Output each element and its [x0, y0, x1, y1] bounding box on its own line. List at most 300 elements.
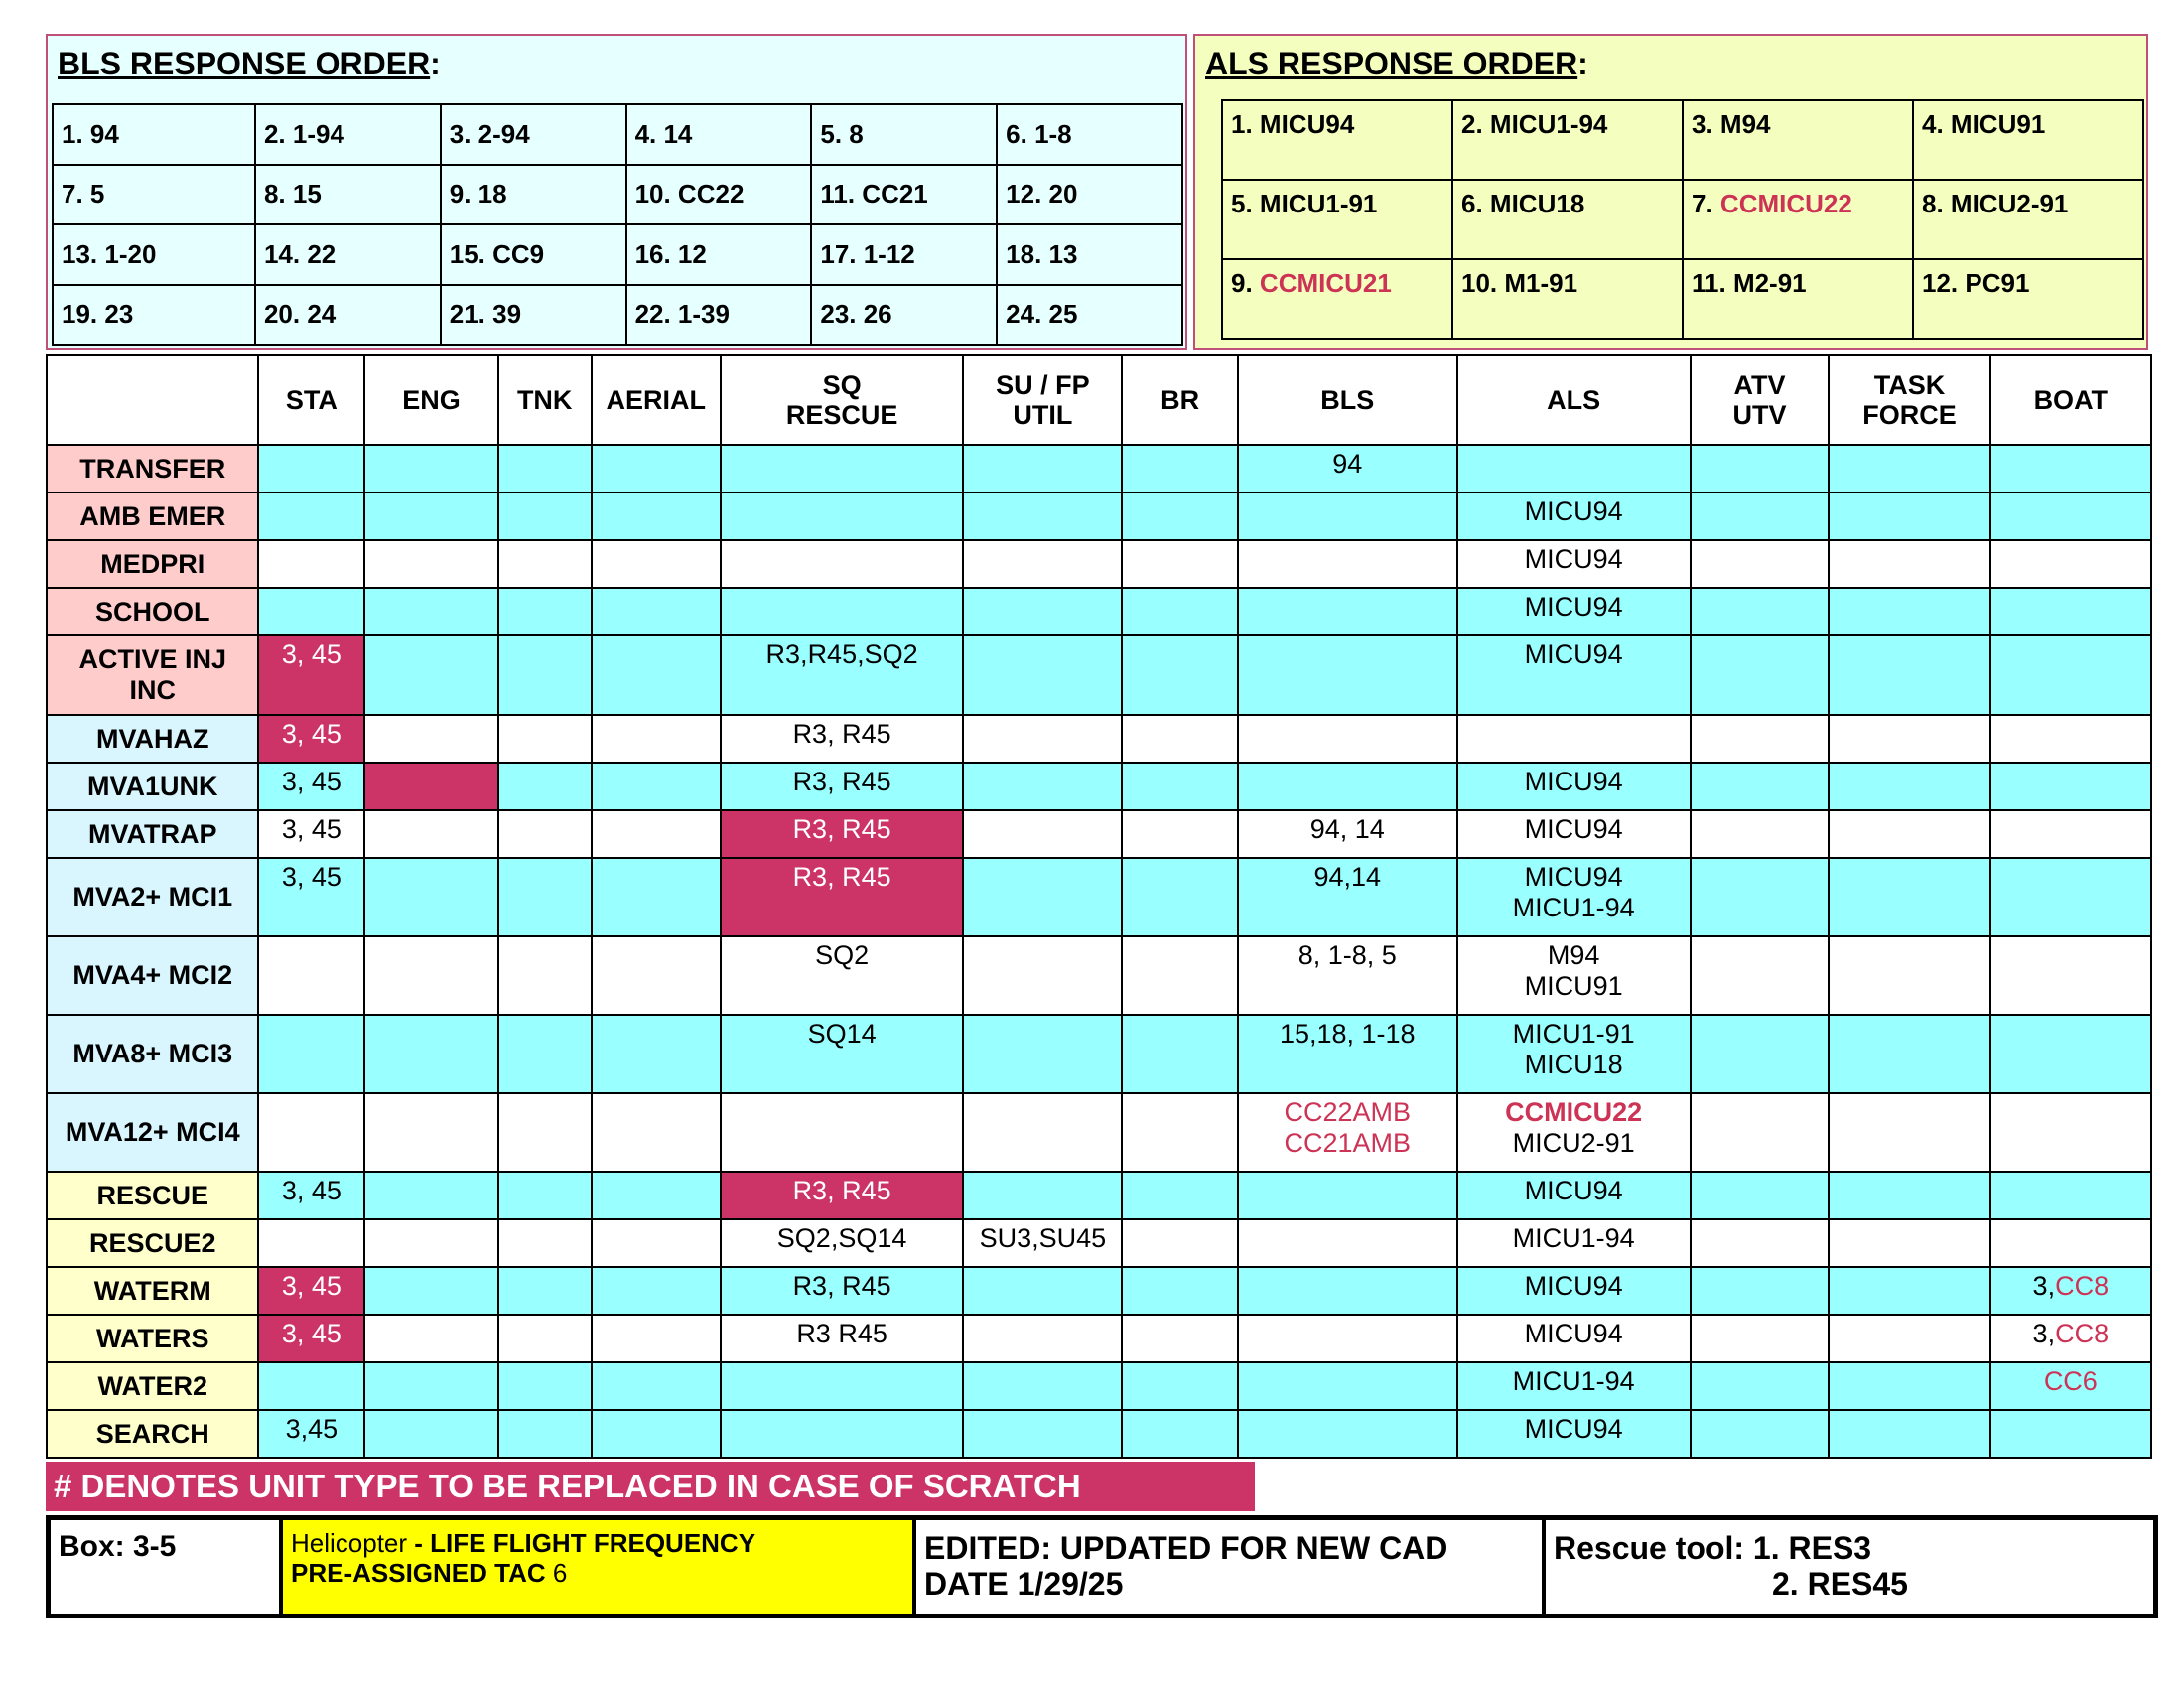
matrix-cell: [1691, 858, 1830, 936]
als-order-item: [1452, 100, 1683, 180]
incident-type-label: MVATRAP: [47, 810, 258, 858]
matrix-cell: 3, 45: [258, 1172, 364, 1219]
column-header: ALS: [1457, 355, 1691, 445]
als-order-unit: MICU2-91: [1950, 189, 2069, 218]
matrix-cell: [1990, 1267, 2151, 1315]
matrix-cell: MICU94: [1457, 1267, 1691, 1315]
als-order-number: 6.: [1461, 189, 1490, 218]
matrix-cell: [721, 445, 963, 492]
incident-type-label: MVA2+ MCI1: [47, 858, 258, 936]
matrix-cell: [498, 810, 592, 858]
als-order-number: 1.: [1231, 109, 1260, 139]
matrix-row: [47, 1172, 2151, 1219]
matrix-cell: MICU94: [1457, 1410, 1691, 1458]
matrix-row: [47, 1015, 2151, 1093]
heli-label: Helicopter: [291, 1528, 408, 1558]
matrix-cell: [1691, 936, 1830, 1015]
matrix-cell: [1829, 1093, 1989, 1172]
als-order-row: [1222, 180, 2143, 259]
matrix-cell: [1829, 445, 1989, 492]
matrix-cell: [1990, 858, 2151, 936]
matrix-cell: [1122, 1410, 1237, 1458]
matrix-cell: [963, 1362, 1122, 1410]
als-order-number: 3.: [1692, 109, 1720, 139]
matrix-cell: [1990, 1362, 2151, 1410]
matrix-cell: [258, 1362, 364, 1410]
bls-order-row: [53, 104, 1182, 165]
als-order-item: [1222, 259, 1452, 339]
bls-order-item: 5. 8: [811, 104, 997, 165]
matrix-cell: [1238, 1172, 1457, 1219]
matrix-cell: [258, 588, 364, 635]
matrix-cell: R3, R45: [721, 715, 963, 763]
matrix-cell: [1122, 588, 1237, 635]
bls-unit: CC21AMB: [1284, 1128, 1412, 1158]
matrix-cell: [1691, 1362, 1830, 1410]
als-order-item: [1452, 180, 1683, 259]
matrix-cell: [963, 858, 1122, 936]
matrix-cell: [1829, 715, 1989, 763]
matrix-cell: [364, 445, 498, 492]
rescue-tool-info: [1546, 1520, 2153, 1614]
bls-order-item: 6. 1-8: [997, 104, 1182, 165]
matrix-cell: [1122, 763, 1237, 810]
matrix-row: [47, 936, 2151, 1015]
matrix-cell: [1122, 1172, 1237, 1219]
matrix-cell: [364, 492, 498, 540]
als-order-number: 10.: [1461, 268, 1505, 298]
matrix-cell: [1238, 715, 1457, 763]
matrix-cell: [1122, 858, 1237, 936]
matrix-cell: MICU94: [1457, 1172, 1691, 1219]
bls-order-item: 20. 24: [255, 285, 441, 346]
matrix-cell: [1122, 1093, 1237, 1172]
matrix-cell: [498, 1362, 592, 1410]
matrix-cell: R3, R45: [721, 858, 963, 936]
matrix-cell: MICU94: [1457, 810, 1691, 858]
matrix-cell: 8, 1-8, 5: [1238, 936, 1457, 1015]
bls-order-grid: [52, 103, 1183, 346]
matrix-cell: [1829, 936, 1989, 1015]
matrix-cell: [1122, 540, 1237, 588]
matrix-cell: [1691, 1267, 1830, 1315]
bls-order-item: 15. CC9: [441, 224, 626, 285]
incident-type-label: MVA4+ MCI2: [47, 936, 258, 1015]
bls-order-item: 3. 2-94: [441, 104, 626, 165]
heli-tac-number: 6: [545, 1558, 568, 1588]
matrix-cell: [364, 858, 498, 936]
matrix-cell: [498, 1172, 592, 1219]
als-order-title: ALS RESPONSE ORDER:: [1205, 46, 1588, 81]
matrix-row: [47, 635, 2151, 715]
als-order-number: 11.: [1692, 268, 1733, 298]
column-header: SU / FP UTIL: [963, 355, 1122, 445]
matrix-row: [47, 588, 2151, 635]
matrix-cell: [364, 1410, 498, 1458]
matrix-cell: [592, 858, 721, 936]
als-order-unit: MICU94: [1259, 109, 1355, 139]
matrix-cell: [1238, 1410, 1457, 1458]
matrix-cell: [592, 1093, 721, 1172]
matrix-row: [47, 1267, 2151, 1315]
matrix-cell: [1238, 1267, 1457, 1315]
als-order-number: 2.: [1461, 109, 1490, 139]
matrix-cell: [364, 810, 498, 858]
matrix-cell: [1122, 715, 1237, 763]
scratch-note-banner: # DENOTES UNIT TYPE TO BE REPLACED IN CASE OF SCRATCH: [46, 1462, 1255, 1511]
matrix-cell: [963, 715, 1122, 763]
matrix-cell: SU3,SU45: [963, 1219, 1122, 1267]
matrix-cell: 3, 45: [258, 763, 364, 810]
matrix-cell: MICU1-91 MICU18: [1457, 1015, 1691, 1093]
bls-order-item: 16. 12: [626, 224, 812, 285]
matrix-cell: [963, 1315, 1122, 1362]
boat-unit: CC8: [2055, 1271, 2110, 1301]
matrix-cell: [258, 1219, 364, 1267]
als-response-order-panel: [1193, 34, 2148, 350]
column-header: STA: [258, 355, 364, 445]
incident-type-label: MVA1UNK: [47, 763, 258, 810]
bls-order-item: 17. 1-12: [811, 224, 997, 285]
matrix-cell: [498, 1410, 592, 1458]
matrix-cell: [1691, 445, 1830, 492]
matrix-row: [47, 540, 2151, 588]
bls-response-order-panel: [46, 34, 1187, 350]
matrix-row: [47, 1219, 2151, 1267]
matrix-row: [47, 715, 2151, 763]
matrix-cell: [1122, 1267, 1237, 1315]
matrix-cell: [1829, 1362, 1989, 1410]
column-header: BR: [1122, 355, 1237, 445]
matrix-cell: [1691, 763, 1830, 810]
matrix-row: [47, 810, 2151, 858]
matrix-cell: [364, 588, 498, 635]
matrix-cell: 94, 14: [1238, 810, 1457, 858]
bls-order-item: 19. 23: [53, 285, 255, 346]
matrix-cell: [498, 715, 592, 763]
matrix-cell: [1691, 715, 1830, 763]
edit-date: DATE 1/29/25: [924, 1566, 1124, 1602]
edit-note-line: EDITED: UPDATED FOR NEW CAD: [924, 1530, 1448, 1566]
column-header: TASK FORCE: [1829, 355, 1989, 445]
matrix-cell: R3, R45: [721, 1172, 963, 1219]
matrix-cell: 3, 45: [258, 715, 364, 763]
incident-type-label: MVAHAZ: [47, 715, 258, 763]
als-unit: MICU2-91: [1512, 1128, 1635, 1158]
incident-type-label: SCHOOL: [47, 588, 258, 635]
column-header: ENG: [364, 355, 498, 445]
matrix-cell: MICU1-94: [1457, 1362, 1691, 1410]
als-order-unit: M2-91: [1732, 268, 1807, 298]
als-order-number: 5.: [1231, 189, 1260, 218]
matrix-cell: [592, 1172, 721, 1219]
matrix-cell: MICU94: [1457, 763, 1691, 810]
als-order-number: 12.: [1922, 268, 1966, 298]
matrix-cell: [498, 1315, 592, 1362]
matrix-cell: [592, 1267, 721, 1315]
matrix-cell: [258, 1015, 364, 1093]
bls-order-row: [53, 165, 1182, 225]
matrix-cell: [258, 445, 364, 492]
matrix-cell: SQ2: [721, 936, 963, 1015]
matrix-cell: [1990, 492, 2151, 540]
incident-type-label: MEDPRI: [47, 540, 258, 588]
matrix-cell: [1691, 540, 1830, 588]
matrix-cell: MICU94: [1457, 588, 1691, 635]
bls-order-item: 18. 13: [997, 224, 1182, 285]
matrix-cell: [1238, 763, 1457, 810]
matrix-cell: [498, 492, 592, 540]
matrix-cell: [963, 1267, 1122, 1315]
footer-info-bar: [46, 1515, 2158, 1618]
matrix-cell: [1990, 715, 2151, 763]
incident-type-label: RESCUE2: [47, 1219, 258, 1267]
column-header: AERIAL: [592, 355, 721, 445]
boat-station: 3,: [2032, 1319, 2056, 1348]
als-order-row: [1222, 259, 2143, 339]
matrix-cell: [1238, 588, 1457, 635]
incident-type-label: MVA8+ MCI3: [47, 1015, 258, 1093]
matrix-cell: [1691, 1315, 1830, 1362]
matrix-cell: [592, 1410, 721, 1458]
bls-order-item: 21. 39: [441, 285, 626, 346]
bls-order-item: 9. 18: [441, 165, 626, 225]
matrix-cell: [1990, 810, 2151, 858]
boat-unit: CC8: [2055, 1319, 2110, 1348]
matrix-cell: [1122, 810, 1237, 858]
matrix-cell: 3, 45: [258, 858, 364, 936]
bls-order-item: 12. 20: [997, 165, 1182, 225]
matrix-cell: [1990, 1093, 2151, 1172]
matrix-cell: [1829, 810, 1989, 858]
matrix-cell: [963, 810, 1122, 858]
bls-order-item: 23. 26: [811, 285, 997, 346]
matrix-cell: [1691, 1172, 1830, 1219]
matrix-cell: [498, 588, 592, 635]
matrix-cell: [1829, 858, 1989, 936]
matrix-cell: [721, 1362, 963, 1410]
matrix-cell: [498, 635, 592, 715]
bls-order-item: 1. 94: [53, 104, 255, 165]
matrix-cell: 3, 45: [258, 810, 364, 858]
matrix-row: [47, 492, 2151, 540]
matrix-cell: [1691, 492, 1830, 540]
matrix-cell: [1691, 1093, 1830, 1172]
matrix-cell: [1829, 1219, 1989, 1267]
matrix-cell: [1238, 540, 1457, 588]
matrix-cell: [1122, 1315, 1237, 1362]
matrix-cell: [1990, 1315, 2151, 1362]
matrix-cell: [364, 763, 498, 810]
matrix-cell: [963, 1410, 1122, 1458]
bls-order-item: 24. 25: [997, 285, 1182, 346]
matrix-cell: [963, 1093, 1122, 1172]
matrix-cell: [1829, 1410, 1989, 1458]
matrix-cell: SQ14: [721, 1015, 963, 1093]
matrix-cell: [498, 1267, 592, 1315]
matrix-cell: [721, 588, 963, 635]
matrix-cell: MICU94: [1457, 1315, 1691, 1362]
matrix-cell: [1122, 1219, 1237, 1267]
matrix-cell: [498, 936, 592, 1015]
als-order-item: [1683, 180, 1913, 259]
matrix-cell: [1457, 1093, 1691, 1172]
matrix-cell: [1691, 588, 1830, 635]
als-order-item: [1683, 259, 1913, 339]
matrix-cell: [721, 1410, 963, 1458]
als-order-item: [1683, 100, 1913, 180]
matrix-cell: [498, 763, 592, 810]
matrix-cell: [592, 715, 721, 763]
incident-type-label: WATERM: [47, 1267, 258, 1315]
als-order-number: 9.: [1231, 268, 1260, 298]
matrix-cell: [1691, 1219, 1830, 1267]
matrix-cell: [1691, 1015, 1830, 1093]
bls-order-item: 10. CC22: [626, 165, 812, 225]
als-order-item: [1913, 100, 2143, 180]
als-order-unit: MICU91: [1950, 109, 2046, 139]
incident-type-label: AMB EMER: [47, 492, 258, 540]
column-header: BOAT: [1990, 355, 2151, 445]
matrix-cell: [364, 1015, 498, 1093]
bls-unit: CC22AMB: [1284, 1097, 1412, 1127]
matrix-cell: [1990, 1015, 2151, 1093]
matrix-cell: [498, 1015, 592, 1093]
matrix-cell: [721, 1093, 963, 1172]
matrix-cell: [592, 1219, 721, 1267]
matrix-cell: [1990, 1410, 2151, 1458]
matrix-cell: SQ2,SQ14: [721, 1219, 963, 1267]
matrix-cell: [592, 635, 721, 715]
matrix-cell: [592, 1015, 721, 1093]
matrix-cell: [963, 588, 1122, 635]
response-matrix: [46, 354, 2152, 1459]
als-order-row: [1222, 100, 2143, 180]
als-order-item: [1222, 100, 1452, 180]
column-header: SQ RESCUE: [721, 355, 963, 445]
matrix-cell: [1238, 1315, 1457, 1362]
matrix-cell: [1691, 635, 1830, 715]
matrix-cell: [1990, 763, 2151, 810]
matrix-cell: [1122, 492, 1237, 540]
matrix-cell: 3, 45: [258, 1267, 364, 1315]
als-order-unit: CCMICU22: [1719, 189, 1852, 218]
matrix-cell: [1829, 540, 1989, 588]
matrix-cell: [1829, 1172, 1989, 1219]
als-order-unit: MICU1-94: [1489, 109, 1608, 139]
matrix-cell: [364, 1315, 498, 1362]
matrix-cell: [258, 540, 364, 588]
matrix-row: [47, 1093, 2151, 1172]
column-header: ATV UTV: [1691, 355, 1830, 445]
matrix-cell: [1829, 492, 1989, 540]
matrix-cell: R3,R45,SQ2: [721, 635, 963, 715]
als-order-number: 4.: [1922, 109, 1951, 139]
als-unit: CCMICU22: [1505, 1097, 1643, 1127]
incident-type-label: WATERS: [47, 1315, 258, 1362]
matrix-cell: 3, 45: [258, 1315, 364, 1362]
matrix-row: [47, 1315, 2151, 1362]
matrix-row: [47, 445, 2151, 492]
matrix-cell: [1122, 445, 1237, 492]
matrix-cell: [1829, 588, 1989, 635]
matrix-cell: [1457, 445, 1691, 492]
als-order-unit: PC91: [1965, 268, 2030, 298]
matrix-cell: [592, 1315, 721, 1362]
matrix-cell: [1238, 635, 1457, 715]
matrix-cell: [963, 936, 1122, 1015]
column-header: BLS: [1238, 355, 1457, 445]
bls-order-item: 11. CC21: [811, 165, 997, 225]
bls-order-item: 13. 1-20: [53, 224, 255, 285]
matrix-cell: [1238, 492, 1457, 540]
matrix-cell: [364, 635, 498, 715]
als-order-item: [1222, 180, 1452, 259]
matrix-cell: 94: [1238, 445, 1457, 492]
matrix-cell: [963, 763, 1122, 810]
matrix-cell: 3, 45: [258, 635, 364, 715]
matrix-cell: R3, R45: [721, 810, 963, 858]
als-order-number: 8.: [1922, 189, 1951, 218]
incident-type-label: WATER2: [47, 1362, 258, 1410]
edit-note: [916, 1520, 1546, 1614]
matrix-cell: [1990, 936, 2151, 1015]
matrix-cell: [1829, 1315, 1989, 1362]
bls-order-item: 22. 1-39: [626, 285, 812, 346]
bls-order-title: BLS RESPONSE ORDER:: [58, 46, 441, 81]
matrix-cell: [592, 763, 721, 810]
matrix-cell: [364, 540, 498, 588]
matrix-row: [47, 1410, 2151, 1458]
matrix-cell: [592, 540, 721, 588]
bls-order-row: [53, 224, 1182, 285]
matrix-cell: [1829, 763, 1989, 810]
matrix-header-row: [47, 355, 2151, 445]
matrix-cell: R3, R45: [721, 763, 963, 810]
matrix-cell: [498, 1093, 592, 1172]
matrix-cell: [1990, 445, 2151, 492]
matrix-cell: [1238, 1093, 1457, 1172]
matrix-cell: [1990, 588, 2151, 635]
matrix-cell: [1990, 540, 2151, 588]
bls-order-item: 8. 15: [255, 165, 441, 225]
matrix-cell: [364, 1267, 498, 1315]
matrix-cell: [364, 1362, 498, 1410]
als-order-grid: [1221, 99, 2144, 340]
matrix-cell: [364, 936, 498, 1015]
matrix-cell: [1691, 1410, 1830, 1458]
matrix-cell: [721, 492, 963, 540]
matrix-cell: [258, 936, 364, 1015]
matrix-row: [47, 858, 2151, 936]
matrix-cell: [258, 492, 364, 540]
matrix-cell: [258, 1093, 364, 1172]
matrix-cell: [1829, 1267, 1989, 1315]
matrix-cell: 94,14: [1238, 858, 1457, 936]
matrix-cell: [592, 588, 721, 635]
matrix-cell: [1829, 635, 1989, 715]
incident-type-label: TRANSFER: [47, 445, 258, 492]
matrix-cell: [592, 1362, 721, 1410]
matrix-cell: [592, 810, 721, 858]
matrix-cell: [498, 540, 592, 588]
bls-order-row: [53, 285, 1182, 346]
matrix-cell: [963, 492, 1122, 540]
matrix-row: [47, 1362, 2151, 1410]
boat-station: 3,: [2032, 1271, 2056, 1301]
rescue-tool-line-1: Rescue tool: 1. RES3: [1554, 1530, 1872, 1566]
matrix-cell: [364, 1219, 498, 1267]
